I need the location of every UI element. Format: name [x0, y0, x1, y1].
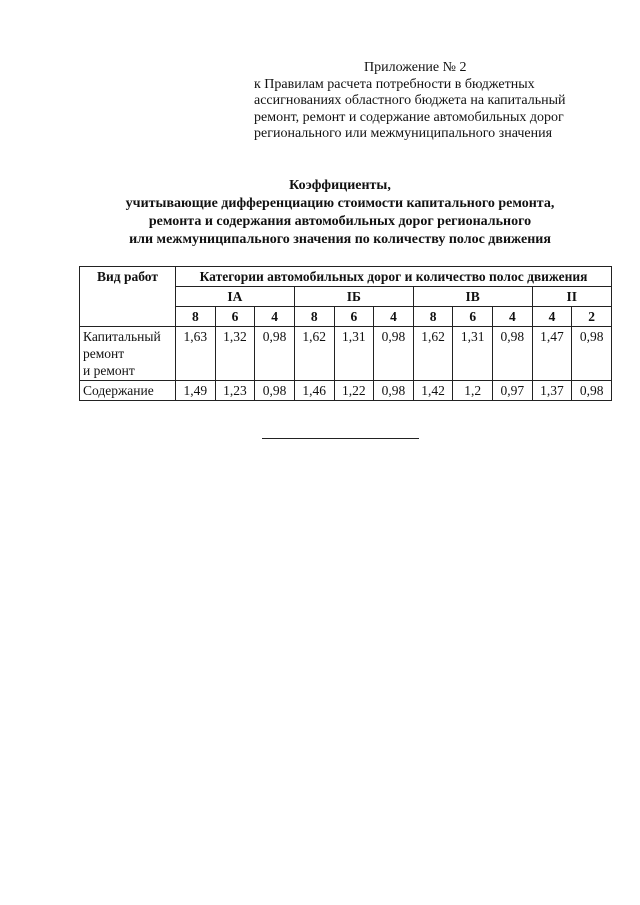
appendix-number: Приложение № 2 — [364, 60, 467, 75]
coef-cell: 1,63 — [176, 327, 216, 381]
appendix-line: ремонт, ремонт и содержание автомобильных дорог — [254, 109, 564, 125]
work-type-cell — [80, 327, 176, 381]
category-ii: II — [532, 287, 611, 307]
coef-cell: 0,98 — [374, 327, 414, 381]
coef-cell: 1,31 — [334, 327, 374, 381]
coef-cell: 1,37 — [532, 381, 572, 401]
coef-cell: 1,22 — [334, 381, 374, 401]
work-type-line: Содержание — [83, 383, 154, 398]
coef-cell: 0,98 — [255, 381, 295, 401]
coefficient-table — [79, 266, 612, 401]
lanes-cell: 6 — [215, 307, 255, 327]
table-header-row — [80, 267, 612, 287]
document-title — [60, 177, 620, 249]
title-line: учитывающие дифференциацию стоимости капитального ремонта, — [125, 196, 555, 211]
lanes-cell: 8 — [294, 307, 334, 327]
appendix-line: регионального или межмуниципального значения — [254, 126, 553, 141]
category-header: Категории автомобильных дорог и количество полос движения — [176, 267, 612, 287]
table-row — [80, 327, 612, 381]
lanes-cell: 6 — [334, 307, 374, 327]
lanes-cell: 8 — [176, 307, 216, 327]
coef-cell: 1,31 — [453, 327, 493, 381]
coef-cell: 1,42 — [413, 381, 453, 401]
coef-cell: 1,2 — [453, 381, 493, 401]
coef-cell: 0,98 — [493, 327, 533, 381]
lanes-cell: 6 — [453, 307, 493, 327]
category-ib: IБ — [294, 287, 413, 307]
appendix-line: ассигнованиях областного бюджета на капитальный — [254, 93, 566, 108]
lanes-cell: 4 — [532, 307, 572, 327]
coef-cell: 0,97 — [493, 381, 533, 401]
coef-cell: 0,98 — [572, 381, 612, 401]
category-ia: IА — [176, 287, 295, 307]
coef-cell: 1,32 — [215, 327, 255, 381]
title-line: или межмуниципального значения по количеству полос движения — [129, 232, 551, 247]
work-type-cell — [80, 381, 176, 401]
lanes-cell: 4 — [255, 307, 295, 327]
work-type-line: Капитальный — [83, 329, 161, 344]
appendix-block — [254, 60, 614, 143]
coef-cell: 1,62 — [294, 327, 334, 381]
coef-cell: 1,47 — [532, 327, 572, 381]
lanes-cell: 8 — [413, 307, 453, 327]
coef-cell: 0,98 — [572, 327, 612, 381]
coef-cell: 0,98 — [255, 327, 295, 381]
coef-cell: 1,23 — [215, 381, 255, 401]
table-row — [80, 381, 612, 401]
title-line: Коэффициенты, — [289, 178, 391, 193]
coef-cell: 1,62 — [413, 327, 453, 381]
title-line: ремонта и содержания автомобильных дорог регионального — [148, 214, 532, 229]
category-iv: IВ — [413, 287, 532, 307]
lanes-cell: 4 — [493, 307, 533, 327]
work-type-line: и ремонт — [83, 363, 135, 378]
coef-cell: 0,98 — [374, 381, 414, 401]
work-type-line: ремонт — [83, 346, 125, 361]
closing-rule — [262, 438, 419, 439]
work-type-header: Вид работ — [80, 267, 176, 327]
coef-cell: 1,46 — [294, 381, 334, 401]
lanes-cell: 4 — [374, 307, 414, 327]
lanes-cell: 2 — [572, 307, 612, 327]
coef-cell: 1,49 — [176, 381, 216, 401]
appendix-line: к Правилам расчета потребности в бюджетных — [254, 76, 535, 92]
